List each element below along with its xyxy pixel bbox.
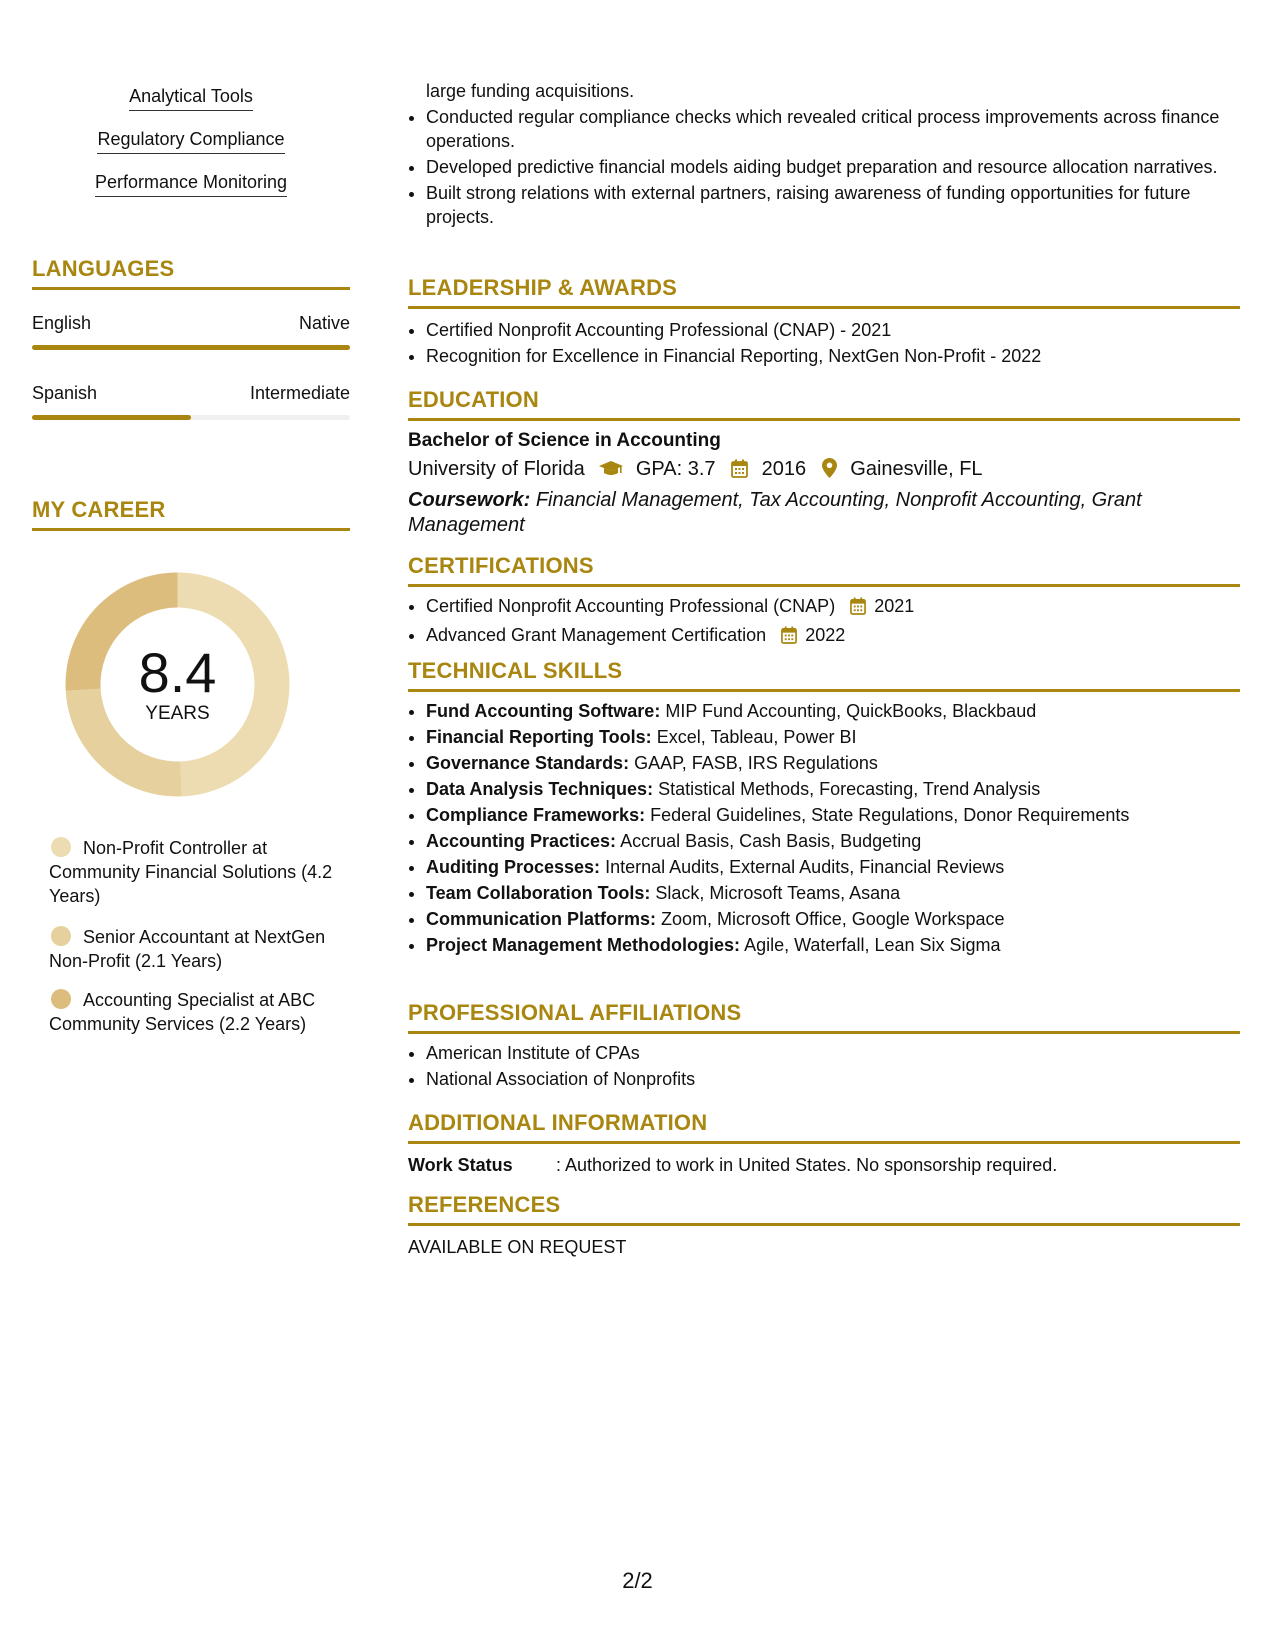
calendar-icon <box>850 597 866 621</box>
experience-continuation <box>408 79 1240 231</box>
technical-skill-value: Excel, Tableau, Power BI <box>656 727 857 747</box>
leadership-item: • Recognition for Excellence in Financial Reporting, NextGen Non-Profit - 2022 <box>426 344 1240 368</box>
language-level: Intermediate <box>249 383 350 403</box>
skill-tag-label: Analytical Tools <box>129 86 253 111</box>
coursework-list: Financial Management, Tax Accounting, Nonprofit Accounting, Grant Management <box>408 489 1142 536</box>
technical-skill-item <box>426 933 1240 957</box>
work-status-value: : Authorized to work in United States. No sponsorship required. <box>556 1155 1058 1175</box>
technical-skill-value: Agile, Waterfall, Lean Six Sigma <box>744 935 1001 955</box>
technical-skill-value: Statistical Methods, Forecasting, Trend Analysis <box>658 779 1041 799</box>
certification-year: 2022 <box>805 625 846 645</box>
school: University of Florida <box>408 458 585 480</box>
language-item <box>32 313 350 350</box>
experience-bullet: • Built strong relations with external partners, raising awareness of funding opportunities for future projects. <box>426 181 1240 229</box>
technical-skill-label: Financial Reporting Tools: <box>426 727 652 747</box>
coursework-label: Coursework: <box>408 489 531 511</box>
career-item-text: Senior Accountant at NextGen Non-Profit (2.1 Years) <box>49 927 326 971</box>
technical-skills-list <box>408 699 1240 959</box>
career-total: 8.4 <box>138 641 217 704</box>
skill-tag <box>32 172 350 197</box>
language-level: Native <box>298 313 350 333</box>
technical-skill-value: MIP Fund Accounting, QuickBooks, Blackbaud <box>665 701 1037 721</box>
references-heading: REFERENCES <box>408 1192 1240 1226</box>
technical-skill-value: GAAP, FASB, IRS Regulations <box>634 753 878 773</box>
career-heading: MY CAREER <box>32 497 350 531</box>
career-dot <box>51 837 71 857</box>
work-status <box>408 1153 1240 1177</box>
technical-skill-label: Data Analysis Techniques: <box>426 779 654 799</box>
graduation-cap-icon <box>598 457 624 487</box>
certification-name: Certified Nonprofit Accounting Professional (CNAP) <box>426 596 836 616</box>
language-bar <box>32 415 350 420</box>
technical-skill-label: Accounting Practices: <box>426 831 617 851</box>
career-item <box>49 988 339 1036</box>
graduation-year: 2016 <box>761 458 807 480</box>
leadership-item: • Certified Nonprofit Accounting Professional (CNAP) - 2021 <box>426 318 1240 342</box>
technical-skill-value: Federal Guidelines, State Regulations, Donor Requirements <box>650 805 1130 825</box>
education-entry <box>408 428 1240 538</box>
technical-skill-label: Fund Accounting Software: <box>426 701 661 721</box>
career-item-text: Accounting Specialist at ABC Community Services (2.2 Years) <box>49 990 316 1034</box>
technical-skill-label: Auditing Processes: <box>426 857 601 877</box>
experience-bullet: • Conducted regular compliance checks which revealed critical process improvements across finance operations. <box>426 105 1240 153</box>
experience-bullet-continued: large funding acquisitions. <box>426 81 635 101</box>
skill-tag-label: Performance Monitoring <box>95 172 287 197</box>
education-location: Gainesville, FL <box>850 458 983 480</box>
technical-skill-item <box>426 725 1240 749</box>
work-status-label: Work Status <box>408 1155 513 1175</box>
technical-skill-label: Compliance Frameworks: <box>426 805 646 825</box>
career-donut <box>65 572 290 797</box>
technical-skill-label: Communication Platforms: <box>426 909 657 929</box>
degree: Bachelor of Science in Accounting <box>408 430 721 451</box>
affiliation-item: • American Institute of CPAs <box>426 1041 1240 1065</box>
career-dot <box>51 989 71 1009</box>
experience-bullet: • Developed predictive financial models aiding budget preparation and resource allocation narratives. <box>426 155 1240 179</box>
certifications-heading: CERTIFICATIONS <box>408 553 1240 587</box>
language-name: Spanish <box>32 383 98 403</box>
additional-info-heading: ADDITIONAL INFORMATION <box>408 1110 1240 1144</box>
calendar-icon <box>731 457 748 487</box>
certification-item <box>426 594 1240 621</box>
education-meta <box>408 454 1240 487</box>
technical-skill-label: Governance Standards: <box>426 753 630 773</box>
page-number: 2/2 <box>622 1568 653 1593</box>
location-pin-icon <box>822 457 837 487</box>
technical-skill-label: Team Collaboration Tools: <box>426 883 651 903</box>
affiliation-item: • National Association of Nonprofits <box>426 1067 1240 1091</box>
skill-tag <box>32 129 350 154</box>
technical-skill-value: Accrual Basis, Cash Basis, Budgeting <box>620 831 922 851</box>
affiliations-heading: PROFESSIONAL AFFILIATIONS <box>408 1000 1240 1034</box>
technical-skill-value: Internal Audits, External Audits, Financial Reviews <box>605 857 1005 877</box>
technical-skill-item <box>426 699 1240 723</box>
coursework <box>408 488 1240 538</box>
technical-skills-heading: TECHNICAL SKILLS <box>408 658 1240 692</box>
technical-skill-item <box>426 829 1240 853</box>
gpa: GPA: 3.7 <box>635 458 716 480</box>
leadership-heading: LEADERSHIP & AWARDS <box>408 275 1240 309</box>
references-text: AVAILABLE ON REQUEST <box>408 1237 627 1257</box>
technical-skill-item <box>426 881 1240 905</box>
career-unit: YEARS <box>145 703 210 724</box>
career-item <box>49 836 339 908</box>
technical-skill-value: Zoom, Microsoft Office, Google Workspace <box>661 909 1005 929</box>
career-item-text: Non-Profit Controller at Community Financial Solutions (4.2 Years) <box>49 838 333 906</box>
language-name: English <box>32 313 92 333</box>
technical-skill-item <box>426 751 1240 775</box>
technical-skill-item <box>426 777 1240 801</box>
language-bar <box>32 345 350 350</box>
technical-skill-item <box>426 907 1240 931</box>
technical-skill-item <box>426 855 1240 879</box>
technical-skill-label: Project Management Methodologies: <box>426 935 741 955</box>
language-item <box>32 383 350 420</box>
certification-item <box>426 623 1240 650</box>
skill-tag-label: Regulatory Compliance <box>97 129 284 154</box>
skill-tag <box>32 86 350 111</box>
technical-skill-item <box>426 803 1240 827</box>
technical-skill-value: Slack, Microsoft Teams, Asana <box>655 883 901 903</box>
calendar-icon <box>781 626 797 650</box>
career-dot <box>51 926 71 946</box>
certification-name: Advanced Grant Management Certification <box>426 625 767 645</box>
career-item <box>49 925 339 973</box>
certification-year: 2021 <box>874 596 915 616</box>
languages-heading: LANGUAGES <box>32 256 350 290</box>
education-heading: EDUCATION <box>408 387 1240 421</box>
